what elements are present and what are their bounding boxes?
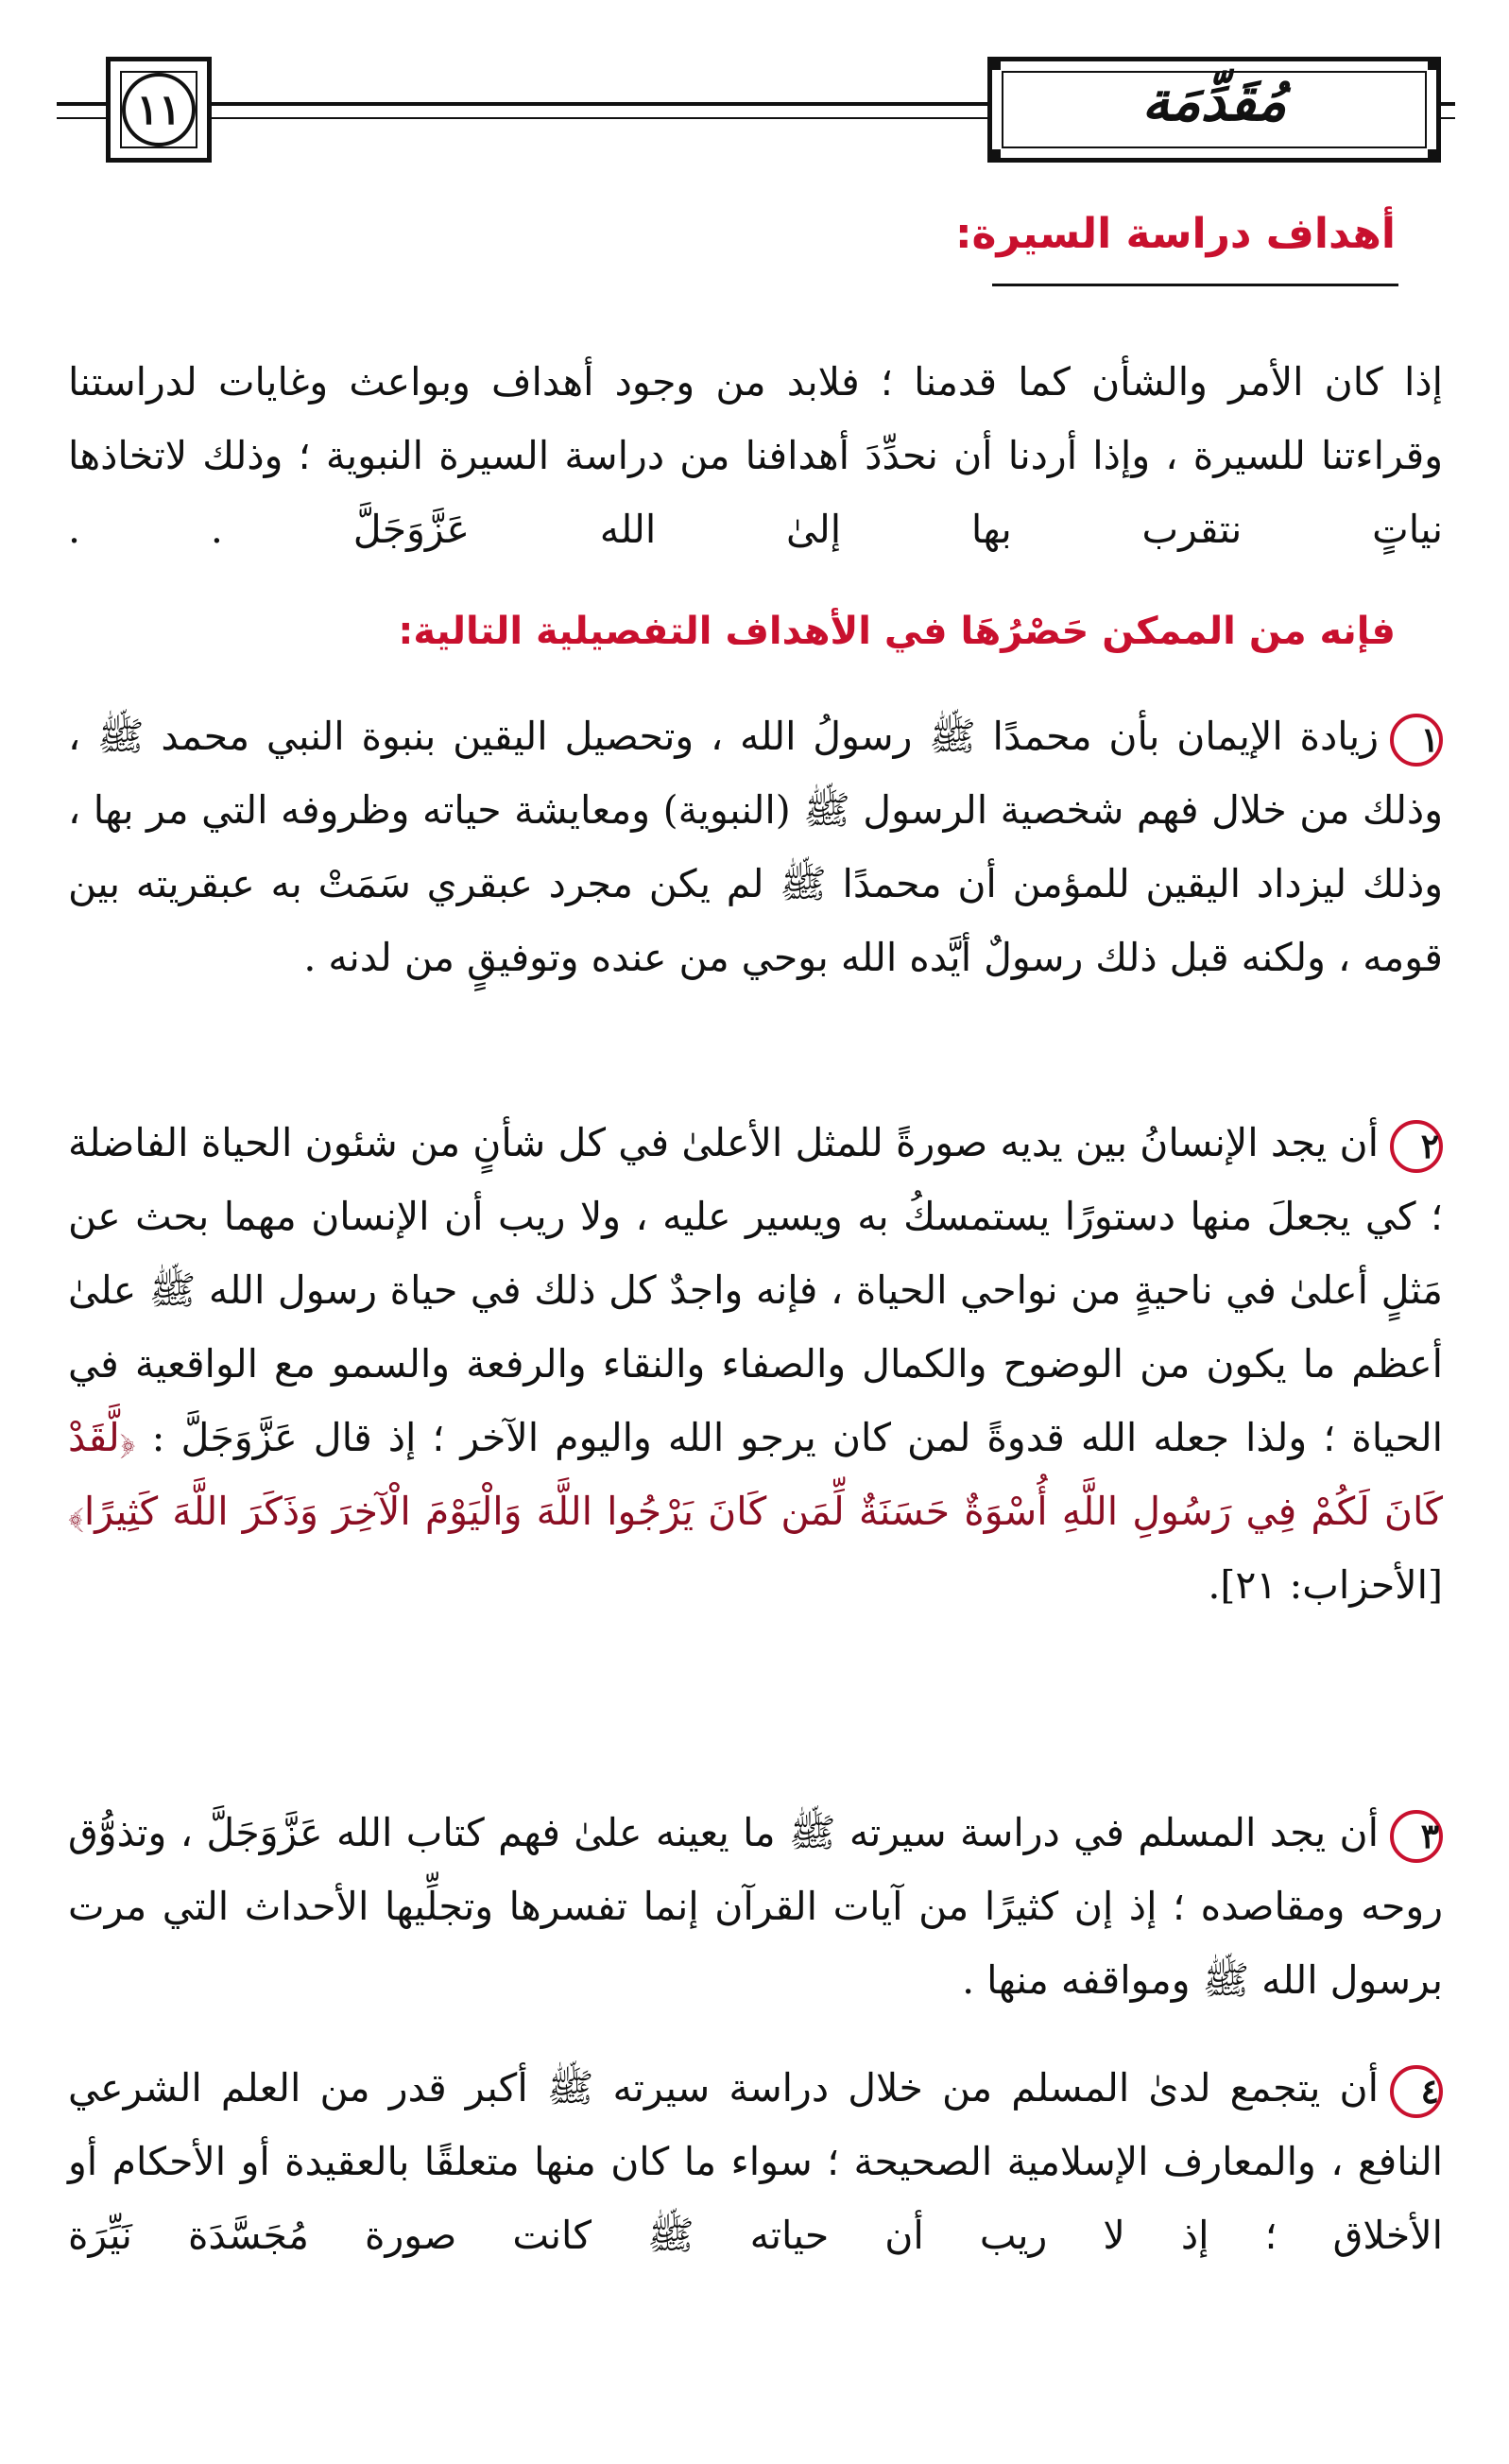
intro-text: إذا كان الأمر والشأن كما قدمنا ؛ فلابد من وجود أهداف وبواعث وغايات لدراستنا وقراءتنا للسيرة ، وإذا أردنا أن نحدِّدَ أهدافنا من دراسة السيرة النبوية ؛ وذلك لاتخاذها نياتٍ نتقرب بها إلىٰ الله عَزَّوَجَلَّ . .: [68, 359, 1443, 552]
goal-text: أن يتجمع لدىٰ المسلم من خلال دراسة سيرته ﷺ أكبر قدر من العلم الشرعي النافع ، والمعارف الإسلامية الصحيحة ؛ سواء ما كان منها متعلقًا بالعقيدة أو الأحكام أو الأخلاق ؛ إذ لا ريب أن حياته ﷺ كانت صورة مُجَسَّدَة نَيِّرَة: [68, 2065, 1443, 2258]
goal-number-badge: ١: [1390, 714, 1443, 767]
goal-number-badge: ٤: [1390, 2065, 1443, 2118]
heading-underline: [992, 284, 1398, 286]
section-heading: أهداف دراسة السيرة:: [954, 210, 1396, 258]
chapter-title: مُقَدِّمَة: [1141, 69, 1287, 133]
goal-number-badge: ٢: [1390, 1120, 1443, 1173]
goal-item: [68, 1106, 1443, 1622]
goal-item: [68, 1796, 1443, 2017]
intro-paragraph: [68, 345, 1443, 566]
goal-item: [68, 2051, 1443, 2272]
goal-text: أن يجد المسلم في دراسة سيرته ﷺ ما يعينه علىٰ فهم كتاب الله عَزَّوَجَلَّ ، وتذوُّق روحه ومقاصده ؛ إذ إن كثيرًا من آيات القرآن إنما تفسرها وتجلِّيها الأحداث التي مرت برسول الله ﷺ ومواقفه منها .: [68, 1810, 1443, 2003]
page-number-frame: [106, 57, 212, 163]
goal-number-badge: ٣: [1390, 1810, 1443, 1863]
chapter-title-frame: [987, 57, 1441, 163]
page-number: ١١: [122, 73, 196, 146]
goal-text: زيادة الإيمان بأن محمدًا ﷺ رسولُ الله ، وتحصيل اليقين بنبوة النبي محمد ﷺ ، وذلك من خلال فهم شخصية الرسول ﷺ (النبوية) ومعايشة حياته وظروفه التي مر بها ، وذلك ليزداد اليقين للمؤمن أن محمدًا ﷺ لم يكن مجرد عبقري سَمَتْ به عبقريته بين قومه ، ولكنه قبل ذلك رسولٌ أيَّده الله بوحي من عنده وتوفيقٍ من لدنه .: [68, 714, 1443, 980]
quran-verse: ﴿لَّقَدْ كَانَ لَكُمْ فِي رَسُولِ اللَّهِ أُسْوَةٌ حَسَنَةٌ لِّمَن كَانَ يَرْجُوا اللَّهَ وَالْيَوْمَ الْآخِرَ وَذَكَرَ اللَّهَ كَثِيرًا﴾: [68, 1415, 1443, 1534]
goal-item: [68, 699, 1443, 994]
subheading: فإنه من الممكن حَصْرُهَا في الأهداف التفصيلية التالية:: [398, 610, 1396, 653]
verse-citation: [الأحزاب: ٢١].: [1208, 1562, 1443, 1608]
goal-text: أن يجد الإنسانُ بين يديه صورةً للمثل الأعلىٰ في كل شأنٍ من شئون الحياة الفاضلة ؛ كي يجعلَ منها دستورًا يستمسكُ به ويسير عليه ، ولا ريب أن الإنسان مهما بحث عن مَثلٍ أعلىٰ في ناحيةٍ من نواحي الحياة ، فإنه واجدٌ كل ذلك في حياة رسول الله ﷺ علىٰ أعظم ما يكون من الوضوح والكمال والصفاء والنقاء والرفعة والسمو مع الواقعية في الحياة ؛ ولذا جعله الله قدوةً لمن كان يرجو الله واليوم الآخر ؛ إذ قال عَزَّوَجَلَّ :: [68, 1120, 1443, 1460]
